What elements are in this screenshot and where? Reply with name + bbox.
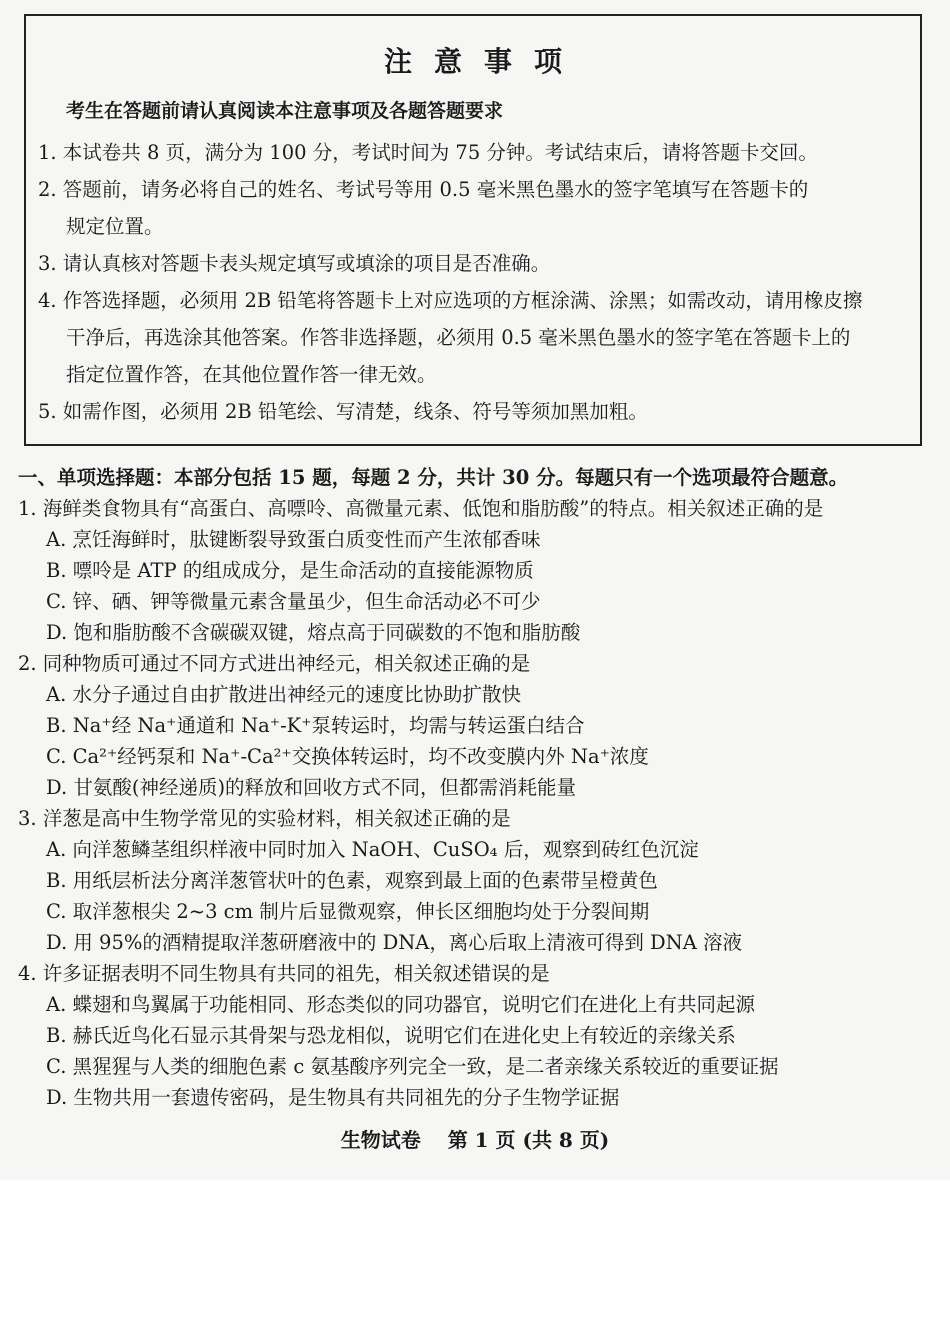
question-section xyxy=(18,462,940,1113)
question-option: C. 取洋葱根尖 2~3 cm 制片后显微观察，伸长区细胞均处于分裂间期 xyxy=(46,900,650,923)
question-option: D. 甘氨酸(神经递质)的释放和回收方式不同，但都需消耗能量 xyxy=(46,776,577,799)
notice-line: 2. 答题前，请务必将自己的姓名、考试号等用 0.5 毫米黑色墨水的签字笔填写在答题卡的 xyxy=(38,178,809,201)
notice-title: 注意事项 xyxy=(383,45,584,78)
question-option: C. 黑猩猩与人类的细胞色素 c 氨基酸序列完全一致，是二者亲缘关系较近的重要证据 xyxy=(46,1055,779,1078)
question-stem: 3. 洋葱是高中生物学常见的实验材料，相关叙述正确的是 xyxy=(18,807,511,830)
question-stem: 1. 海鲜类食物具有“高蛋白、高嘌呤、高微量元素、低饱和脂肪酸”的特点。相关叙述正确的是 xyxy=(18,497,824,520)
question-option: D. 用 95%的酒精提取洋葱研磨液中的 DNA，离心后取上清液可得到 DNA 溶液 xyxy=(46,931,743,954)
notice-line: 5. 如需作图，必须用 2B 铅笔绘、写清楚，线条、符号等须加黑加粗。 xyxy=(38,400,648,423)
question-option: B. Na⁺经 Na⁺通道和 Na⁺-K⁺泵转运时，均需与转运蛋白结合 xyxy=(46,714,585,737)
notice-line: 干净后，再选涂其他答案。作答非选择题，必须用 0.5 毫米黑色墨水的签字笔在答题卡上的 xyxy=(66,326,851,349)
question-option: A. 烹饪海鲜时，肽键断裂导致蛋白质变性而产生浓郁香味 xyxy=(46,528,541,551)
notice-line: 规定位置。 xyxy=(66,215,164,238)
footer-page-number: 第 1 页 (共 8 页) xyxy=(447,1128,610,1152)
notice-box xyxy=(24,14,922,446)
notice-line: 指定位置作答，在其他位置作答一律无效。 xyxy=(66,363,437,386)
page-footer xyxy=(0,1124,950,1153)
notice-line: 3. 请认真核对答题卡表头规定填写或填涂的项目是否准确。 xyxy=(38,252,551,275)
notice-subtitle: 考生在答题前请认真阅读本注意事项及各题答题要求 xyxy=(66,100,504,122)
footer-subject: 生物试卷 xyxy=(340,1128,421,1152)
question-option: A. 水分子通过自由扩散进出神经元的速度比协助扩散快 xyxy=(46,683,521,706)
question-option: D. 生物共用一套遗传密码，是生物具有共同祖先的分子生物学证据 xyxy=(46,1086,620,1109)
notice-line: 4. 作答选择题，必须用 2B 铅笔将答题卡上对应选项的方框涂满、涂黑；如需改动，请用橡皮擦 xyxy=(38,289,863,312)
question-option: A. 蝶翅和鸟翼属于功能相同、形态类似的同功器官，说明它们在进化上有共同起源 xyxy=(46,993,755,1016)
section-heading: 一、单项选择题：本部分包括 15 题，每题 2 分，共计 30 分。每题只有一个选项最符合题意。 xyxy=(18,466,849,489)
question-option: B. 赫氏近鸟化石显示其骨架与恐龙相似，说明它们在进化史上有较近的亲缘关系 xyxy=(46,1024,736,1047)
question-stem: 2. 同种物质可通过不同方式进出神经元，相关叙述正确的是 xyxy=(18,652,531,675)
question-option: C. Ca²⁺经钙泵和 Na⁺-Ca²⁺交换体转运时，均不改变膜内外 Na⁺浓度 xyxy=(46,745,649,768)
question-option: A. 向洋葱鳞茎组织样液中同时加入 NaOH、CuSO₄ 后，观察到砖红色沉淀 xyxy=(46,838,699,861)
question-option: C. 锌、硒、钾等微量元素含量虽少，但生命活动必不可少 xyxy=(46,590,541,613)
notice-line: 1. 本试卷共 8 页，满分为 100 分，考试时间为 75 分钟。考试结束后，请将答题卡交回。 xyxy=(38,141,818,164)
question-option: B. 用纸层析法分离洋葱管状叶的色素，观察到最上面的色素带呈橙黄色 xyxy=(46,869,658,892)
question-option: D. 饱和脂肪酸不含碳碳双键，熔点高于同碳数的不饱和脂肪酸 xyxy=(46,621,581,644)
notice-list xyxy=(38,134,910,430)
question-stem: 4. 许多证据表明不同生物具有共同的祖先，相关叙述错误的是 xyxy=(18,962,550,985)
question-option: B. 嘌呤是 ATP 的组成成分，是生命活动的直接能源物质 xyxy=(46,559,534,582)
